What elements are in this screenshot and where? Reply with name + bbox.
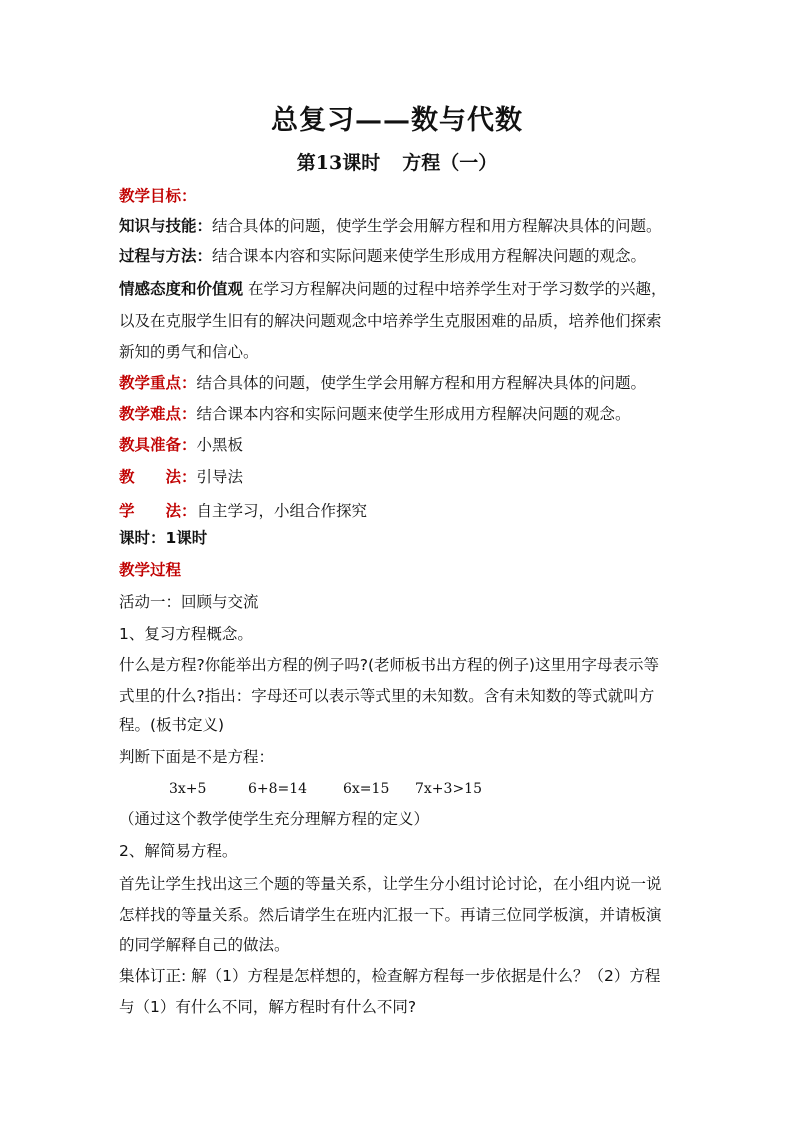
formula-4: 7x+3>15 [415, 781, 482, 797]
tools-line [119, 435, 679, 455]
process-line [119, 246, 679, 266]
key-line [119, 373, 679, 393]
knowledge-label: 知识与技能： [119, 217, 213, 235]
item-1: 1、复习方程概念。 [119, 625, 253, 643]
item-2: 2、解简易方程。 [119, 842, 238, 860]
para-2-line-1: 首先让学生找出这三个题的等量关系，让学生分小组讨论讨论，在小组内说一说 [119, 875, 662, 893]
emotion-line-1 [119, 279, 679, 299]
formula-2: 6+8=14 [248, 781, 308, 797]
learn-text: 自主学习，小组合作探究 [196, 502, 368, 520]
para-1-line-3: 程。(板书定义) [119, 716, 225, 734]
key-label: 教学重点： [119, 374, 197, 392]
judge-prompt: 判断下面是不是方程： [119, 748, 275, 766]
formula-1: 3x+5 [169, 781, 207, 797]
formula-list [119, 779, 679, 799]
note: （通过这个教学使学生充分理解方程的定义） [119, 810, 430, 828]
lesson-topic: 方程（一） [402, 152, 498, 174]
hours-line: 课时：1课时 [119, 529, 208, 547]
emotion-label: 情感态度和价值观 [119, 280, 244, 298]
para-2-line-3: 的同学解释自己的做法。 [119, 936, 290, 954]
learn-line [119, 501, 679, 521]
knowledge-text: 结合具体的问题，使学生学会用解方程和用方程解决具体的问题。 [212, 217, 662, 235]
lesson-number: 第13课时 [296, 152, 381, 174]
emotion-text-1: 在学习方程解决问题的过程中培养学生对于学习数学的兴趣， [243, 280, 667, 298]
para-1-line-2: 式里的什么?指出：字母还可以表示等式里的未知数。含有未知数的等式就叫方 [119, 687, 655, 705]
activity-heading: 活动一：回顾与交流 [119, 593, 259, 611]
document-title: 总复习——数与代数 [271, 105, 523, 136]
process-heading: 教学过程 [119, 561, 182, 579]
difficulty-text: 结合课本内容和实际问题来使学生形成用方程解决问题的观念。 [196, 405, 631, 423]
para-2-line-2: 怎样找的等量关系。然后请学生在班内汇报一下。再请三位同学板演，并请板演 [119, 906, 662, 924]
teach-text: 引导法 [196, 468, 244, 486]
emotion-line-3: 新知的勇气和信心。 [119, 343, 259, 361]
para-1-line-1: 什么是方程?你能举出方程的例子吗?(老师板书出方程的例子)这里用字母表示等 [119, 656, 660, 674]
difficulty-label: 教学难点： [119, 405, 197, 423]
goal-heading: 教学目标： [119, 187, 197, 205]
key-text: 结合具体的问题，使学生学会用解方程和用方程解决具体的问题。 [196, 374, 647, 392]
learn-label: 学 法： [119, 502, 197, 520]
para-3-line-2: 与（1）有什么不同，解方程时有什么不同? [119, 998, 417, 1016]
knowledge-line [119, 216, 679, 236]
teach-label: 教 法： [119, 468, 197, 486]
teach-line [119, 467, 679, 487]
lesson-subtitle [0, 148, 794, 175]
process-text: 结合课本内容和实际问题来使学生形成用方程解决问题的观念。 [212, 247, 647, 265]
formula-3: 6x=15 [343, 781, 390, 797]
para-3-line-1: 集体订正: 解（1）方程是怎样想的，检查解方程每一步依据是什么？（2）方程 [119, 967, 661, 985]
tools-text: 小黑板 [196, 436, 244, 454]
difficulty-line [119, 404, 679, 424]
process-label: 过程与方法： [119, 247, 213, 265]
tools-label: 教具准备： [119, 436, 197, 454]
emotion-line-2: 以及在克服学生旧有的解决问题观念中培养学生克服困难的品质，培养他们探索 [119, 312, 662, 330]
